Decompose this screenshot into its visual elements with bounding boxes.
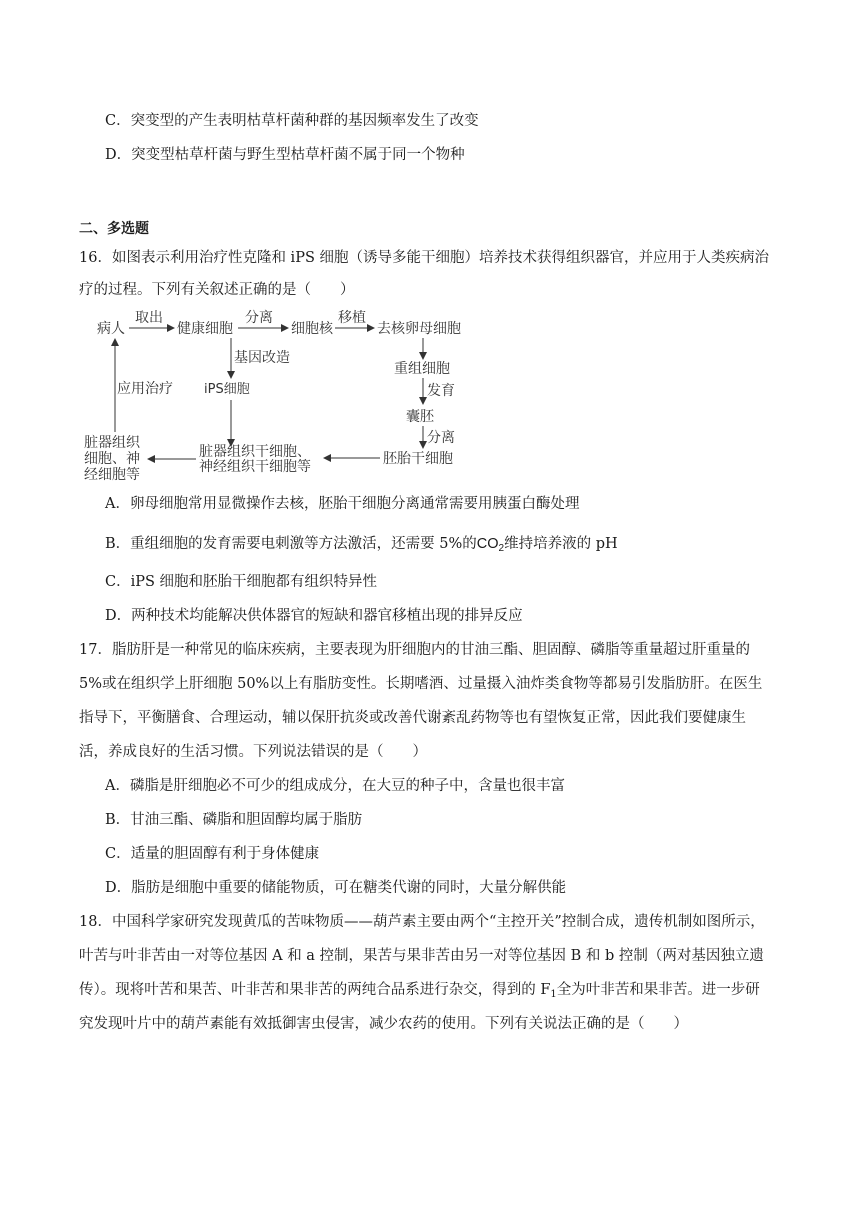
label-transplant: 移植 [338,310,366,326]
node-nucleus: 细胞核 [291,321,333,337]
q17-stem-line-2: 5%或在组织学上肝细胞 50%以上有脂肪变性。长期嗜酒、过量摄入油炸类食物等都易引发脂肪肝。在医生 [79,676,763,692]
node-organ-line-3: 经细胞等 [84,467,140,483]
node-stem-cells-line-2: 神经组织干细胞等 [199,459,311,475]
q17-stem-line-4: 活，养成良好的生活习惯。下列说法错误的是（ ） [79,744,427,760]
q16-stem-line-2: 疗的过程。下列有关叙述正确的是（ ） [79,282,355,298]
node-enucleated-oocyte: 去核卵母细胞 [377,321,461,337]
q16-option-b [105,534,618,559]
q17-option-b: B．甘油三酯、磷脂和胆固醇均属于脂肪 [105,812,363,828]
node-embryonic-stem-cell: 胚胎干细胞 [383,451,453,467]
q16-option-b-tail: 维持培养液的 pH [504,536,618,552]
co2-formula: $CO_2$ [476,536,505,554]
q16-option-d: D．两种技术均能解决供体器官的短缺和器官移植出现的排异反应 [105,608,523,624]
q17-option-c: C．适量的胆固醇有利于身体健康 [105,846,320,862]
label-develop: 发育 [427,383,455,399]
q17-option-d: D．脂肪是细胞中重要的储能物质，可在糖类代谢的同时，大量分解供能 [105,880,567,896]
q18-stem-line-2: 叶苦与叶非苦由一对等位基因 A 和 a 控制，果苦与果非苦由另一对等位基因 B 和 b 控制（两对基因独立遗 [79,948,764,964]
cloning-diagram [0,300,860,490]
q18-stem-line-4: 究发现叶片中的葫芦素能有效抵御害虫侵害，减少农药的使用。下列有关说法正确的是（ ） [79,1016,688,1032]
label-separate-2: 分离 [427,430,455,446]
node-healthy-cell: 健康细胞 [177,321,233,337]
node-organ-line-1: 脏器组织 [84,435,140,451]
q18-stem-line-1: 18．中国科学家研究发现黄瓜的苦味物质——葫芦素主要由两个“主控开关”控制合成，遗传机制如图所示， [79,914,765,930]
q15-option-c: C．突变型的产生表明枯草杆菌种群的基因频率发生了改变 [105,113,479,129]
q16-option-c: C．iPS 细胞和胚胎干细胞都有组织特异性 [105,574,378,590]
node-patient: 病人 [97,321,125,337]
q18-stem-line-3: 传）。现将叶苦和果苦、叶非苦和果非苦的两纯合品系进行杂交，得到的 $F_1$全为叶非苦和果非苦。进一步研 [79,982,760,1000]
node-recombinant-cell: 重组细胞 [394,361,450,377]
q17-option-a: A．磷脂是肝细胞必不可少的组成成分，在大豆的种子中，含量也很丰富 [105,778,565,794]
label-separate-1: 分离 [245,310,273,326]
section-heading: 二、多选题 [79,221,149,237]
q16-option-b-text: B．重组细胞的发育需要电刺激等方法激活，还需要 5%的 [105,536,477,552]
label-take-out: 取出 [135,310,163,326]
node-organ-line-2: 细胞、神 [84,451,140,467]
label-gene-modification: 基因改造 [234,350,290,366]
f1-subscript: 1 [550,989,557,1000]
node-ips-cell: iPS细胞 [204,382,250,397]
q17-stem-line-3: 指导下，平衡膳食、合理运动，辅以保肝抗炎或改善代谢紊乱药物等也有望恢复正常，因此我们要健康生 [79,710,746,726]
label-apply-treatment: 应用治疗 [117,381,173,397]
q16-stem-line-1: 16．如图表示利用治疗性克隆和 iPS 细胞（诱导多能干细胞）培养技术获得组织器官，并应用于人类疾病治 [79,250,769,266]
q17-stem-line-1: 17．脂肪肝是一种常见的临床疾病，主要表现为肝细胞内的甘油三酯、胆固醇、磷脂等重量超过肝重量的 [79,642,750,658]
node-stem-cells-line-1: 脏器组织干细胞、 [199,444,311,460]
q15-option-d: D．突变型枯草杆菌与野生型枯草杆菌不属于同一个物种 [105,147,465,163]
q16-option-a: A．卵母细胞常用显微操作去核，胚胎干细胞分离通常需要用胰蛋白酶处理 [105,496,580,512]
node-blastocyst: 囊胚 [406,409,434,425]
